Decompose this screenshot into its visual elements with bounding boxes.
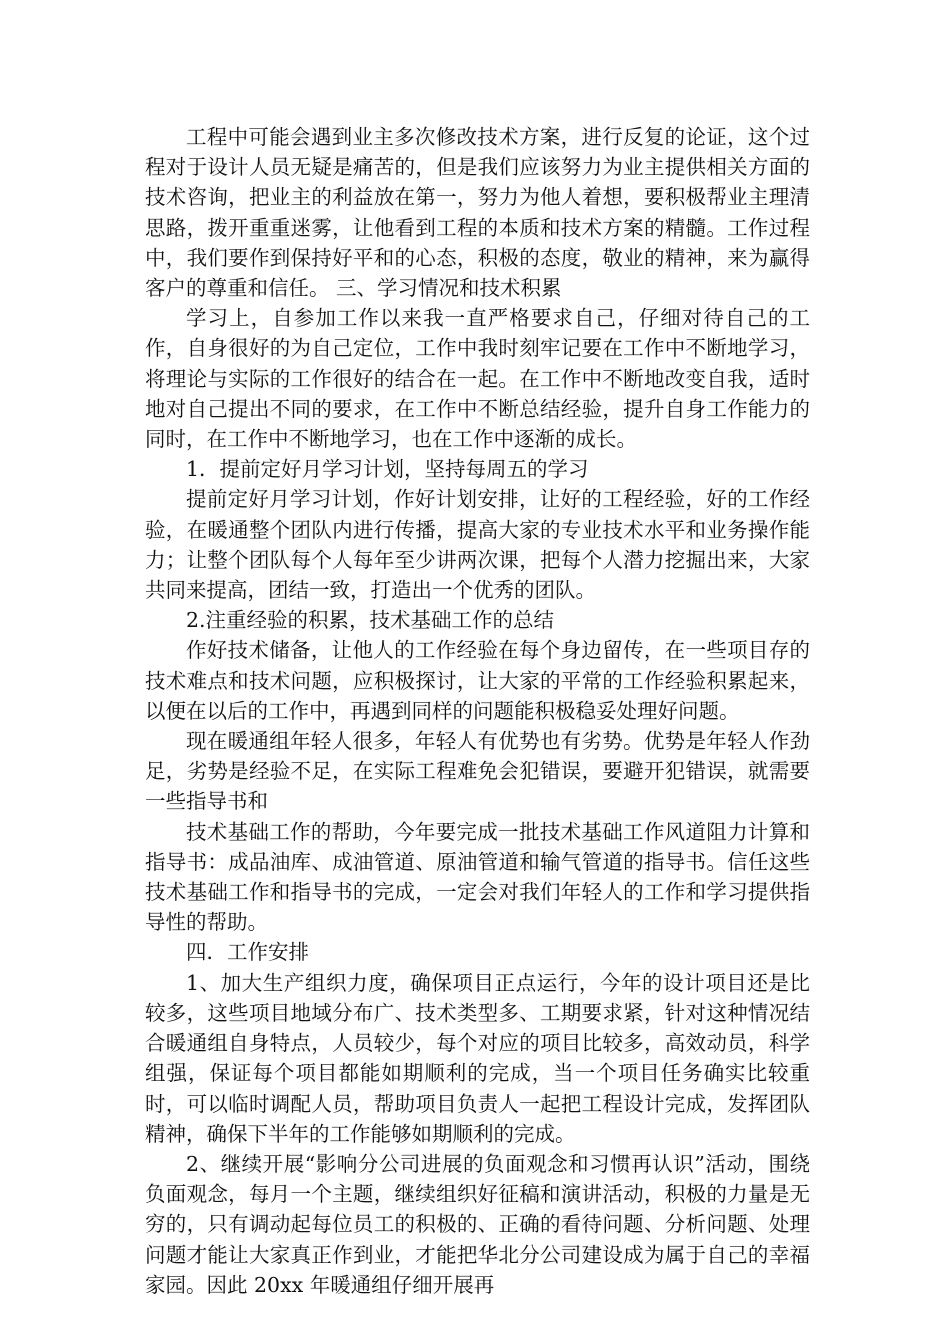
paragraph-monthly-plan: 提前定好月学习计划，作好计划安排，让好的工程经验，好的工作经验，在暖通整个团队内进行传播，提高大家的专业技术水平和业务操作能力；让整个团队每个人每年至少讲两次课，把每个人潜力挖掘出来，大家共同来提高，团结一致，打造出一个优秀的团队。 — [145, 487, 810, 603]
paragraph-production: 1、加大生产组织力度，确保项目正点运行，今年的设计项目还是比较多，这些项目地域分布广、技术类型多、工期要求紧，针对这种情况结合暖通组自身特点，人员较少，每个对应的项目比较多，高效动员，科学组强，保证每个项目都能如期顺利的完成，当一个项目任务确实比较重时，可以临时调配人员，帮助项目负责人一起把工程设计完成，发挥团队精神，确保下半年的工作能够如期顺利的完成。 — [145, 970, 810, 1146]
paragraph-tech-reserve: 作好技术储备，让他人的工作经验在每个身边留传，在一些项目存的技术难点和技术问题，应积极探讨，让大家的平常的工作经验积累起来，以便在以后的工作中，再遇到同样的问题能积极稳妥处理好问题。 — [145, 638, 810, 723]
paragraph-design-service: 工程中可能会遇到业主多次修改技术方案，进行反复的论证，这个过程对于设计人员无疑是痛苦的，但是我们应该努力为业主提供相关方面的技术咨询，把业主的利益放在第一，努力为他人着想，要积极帮业主理清思路，拨开重重迷雾，让他看到工程的本质和技术方案的精髓。工作过程中，我们要作到保持好平和的心态，积极的态度，敬业的精神，来为赢得客户的尊重和信任。 三、学习情况和技术积累 — [145, 125, 810, 301]
heading-work-arrangement: 四．工作安排 — [186, 940, 309, 965]
paragraph-activity: 2、继续开展“影响分公司进展的负面观念和习惯再认识”活动，围绕负面观念，每月一个主题，继续组织好征稿和演讲活动，积极的力量是无穷的，只有调动起每位员工的积极的、正确的看待问题、分析问题、处理问题才能让大家真正作到业，才能把华北分公司建设成为属于自己的幸福家园。因此 20xx 年暖通组仔细开展再 — [145, 1151, 810, 1297]
paragraph-study: 学习上，自参加工作以来我一直严格要求自己，仔细对待自己的工作，自身很好的为自己定位，工作中我时刻牢记要在工作中不断地学习，将理论与实际的工作很好的结合在一起。在工作中不断地改变自我，适时地对自己提出不同的要求，在工作中不断总结经验，提升自身工作能力的同时，在工作中不断地学习，也在工作中逐渐的成长。 — [145, 306, 810, 452]
paragraph-guidebooks: 技术基础工作的帮助，今年要完成一批技术基础工作风道阻力计算和指导书：成品油库、成油管道、原油管道和输气管道的指导书。信任这些技术基础工作和指导书的完成，一定会对我们年轻人的工作和学习提供指导性的帮助。 — [145, 819, 810, 935]
heading-experience: 2.注重经验的积累，技术基础工作的总结 — [186, 608, 555, 633]
paragraph-young-staff: 现在暖通组年轻人很多，年轻人有优势也有劣势。优势是年轻人作劲足，劣势是经验不足，在实际工程难免会犯错误，要避开犯错误，就需要一些指导书和 — [145, 729, 810, 814]
document-body — [145, 122, 810, 1300]
heading-monthly-plan: 1．提前定好月学习计划，坚持每周五的学习 — [186, 457, 589, 482]
